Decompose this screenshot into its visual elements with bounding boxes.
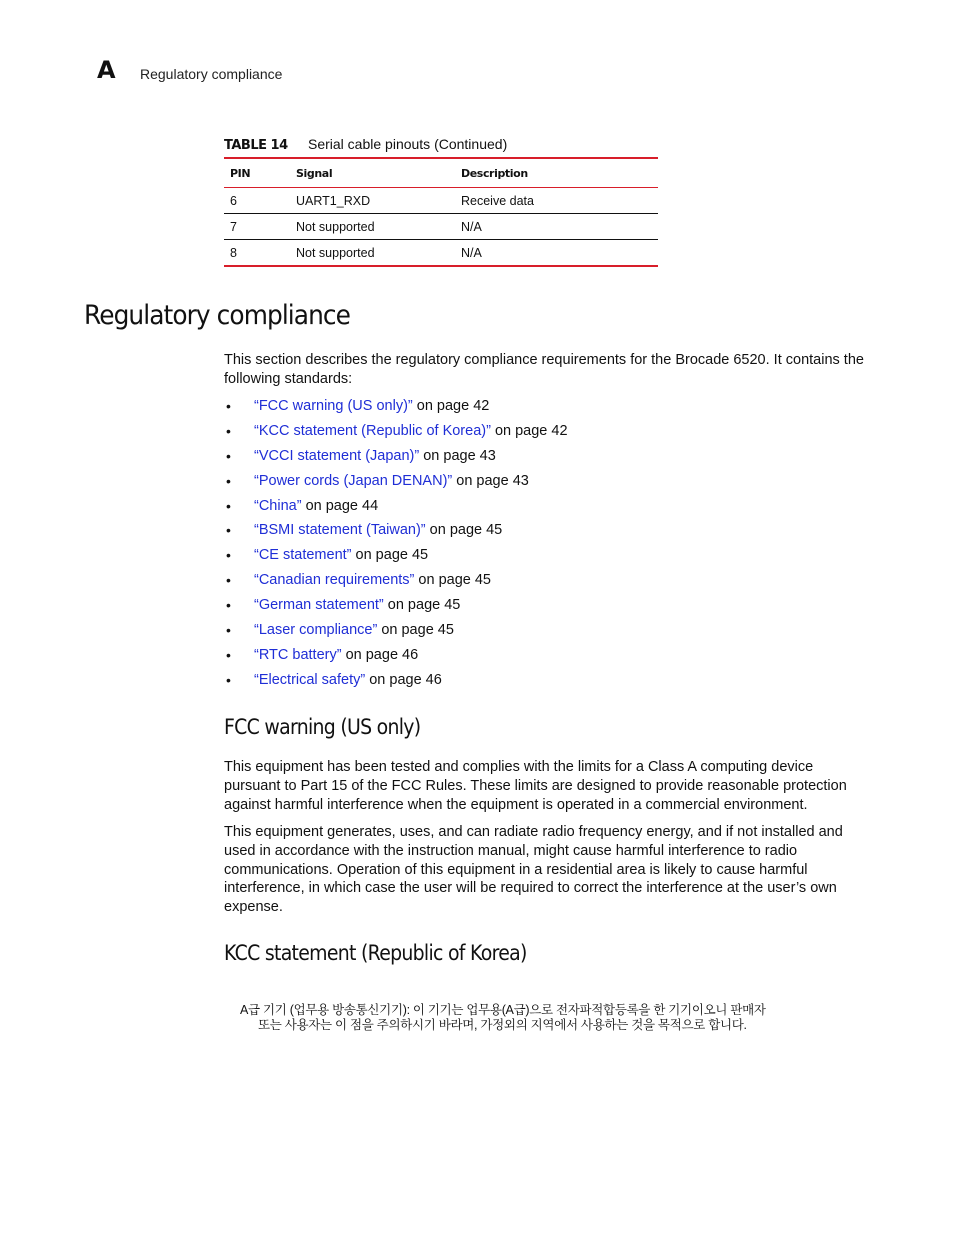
list-item [224, 396, 568, 421]
kcc-heading: KCC statement (Republic of Korea) [224, 941, 527, 965]
table-header-row [224, 158, 658, 188]
list-item [224, 645, 568, 670]
list-item [224, 520, 568, 545]
table-row [224, 214, 658, 240]
list-item [224, 670, 568, 695]
xref-link[interactable]: “FCC warning (US only)” [254, 398, 413, 414]
bullet-icon: • [226, 398, 231, 414]
running-header-title: Regulatory compliance [140, 66, 283, 82]
table-number: TABLE 14 [224, 138, 288, 153]
bullet-icon: • [226, 671, 231, 688]
cell-signal: UART1_RXD [290, 188, 455, 214]
cell-signal: Not supported [296, 245, 375, 260]
page-ref: on page 42 [490, 422, 568, 439]
xref-link[interactable]: “VCCI statement (Japan)” [254, 447, 420, 464]
list-item [224, 471, 568, 496]
page-ref: on page 46 [365, 671, 442, 688]
column-header-signal: Signal [290, 158, 455, 188]
page-ref: on page 45 [351, 547, 429, 564]
xref-link[interactable]: “BSMI statement (Taiwan)” [254, 522, 426, 539]
kcc-line-2: 또는 사용자는 이 점을 주의하시기 바라며, 가정외의 지역에서 사용하는 것을 목적으로 합니다. [258, 1018, 747, 1032]
list-item [224, 421, 568, 446]
list-item [224, 570, 568, 595]
xref-link[interactable]: “China” [254, 497, 302, 514]
bullet-icon: • [226, 447, 231, 464]
section-intro: This section describes the regulatory compliance requirements for the Brocade 6520. It contains the following standards: [224, 352, 864, 387]
kcc-statement-text [240, 1003, 840, 1033]
standards-list [224, 396, 568, 695]
xref-link[interactable]: “German statement” [254, 597, 384, 614]
xref-link[interactable]: “Electrical safety” [254, 671, 366, 688]
xref-link[interactable]: “Laser compliance” [254, 622, 378, 639]
column-header-description: Description [455, 158, 658, 188]
appendix-letter: A [97, 56, 116, 84]
bullet-icon: • [226, 622, 231, 639]
cell-description: N/A [461, 245, 482, 260]
cell-description: Receive data [455, 188, 658, 214]
fcc-paragraph-1: This equipment has been tested and complies with the limits for a Class A computing device pursuant to Part 15 of the FCC Rules. These limits are designed to provide reasonable protection against harmful interference when the equipment is operated in a commercial environment. [224, 759, 847, 813]
page-ref: on page 45 [425, 522, 503, 539]
cell-pin: 8 [230, 245, 237, 260]
cell-signal: Not supported [290, 214, 455, 240]
table-caption [224, 136, 507, 153]
list-item [224, 446, 568, 471]
list-item [224, 496, 568, 521]
fcc-paragraph-2: This equipment generates, uses, and can radiate radio frequency energy, and if not installed and used in accordance with the instruction manual, might cause harmful interference to radio communications. Operation of this equipment in a residential area is likely to cause harmful interference, in which case the user will be required to correct the interference at the user’s own expense. [224, 824, 843, 916]
kcc-line-1: A급 기기 (업무용 방송통신기기): 이 기기는 업무용(A급)으로 전자파적합등록을 한 기기이오니 판매자 [240, 1003, 766, 1017]
xref-link[interactable]: “KCC statement (Republic of Korea)” [254, 422, 491, 439]
section-title: Regulatory compliance [84, 300, 351, 331]
bullet-icon: • [226, 597, 231, 614]
bullet-icon: • [226, 472, 231, 489]
cell-description: N/A [455, 214, 658, 240]
xref-link[interactable]: “RTC battery” [254, 646, 342, 663]
page-ref: on page 45 [377, 622, 454, 639]
bullet-icon: • [226, 547, 231, 564]
serial-cable-pinouts-table [224, 157, 658, 267]
page-ref: on page 45 [414, 572, 491, 589]
xref-link[interactable]: “Canadian requirements” [254, 572, 415, 589]
bullet-icon: • [226, 646, 231, 663]
cell-pin: 7 [224, 214, 290, 240]
xref-link[interactable]: “Power cords (Japan DENAN)” [254, 472, 453, 489]
bullet-icon: • [226, 572, 231, 589]
bullet-icon: • [226, 497, 231, 514]
table-row [224, 188, 658, 214]
table-row [224, 240, 658, 267]
bullet-icon: • [226, 422, 231, 439]
page-ref: on page 42 [412, 398, 490, 414]
cell-pin: 6 [224, 188, 290, 214]
table-caption-text: Serial cable pinouts (Continued) [308, 136, 508, 152]
fcc-heading: FCC warning (US only) [224, 715, 421, 739]
page-ref: on page 45 [383, 597, 461, 614]
list-item [224, 595, 568, 620]
list-item [224, 620, 568, 645]
page-ref: on page 43 [419, 447, 496, 464]
page-ref: on page 43 [452, 472, 529, 489]
bullet-icon: • [226, 522, 231, 539]
list-item [224, 545, 568, 570]
page-ref: on page 44 [301, 497, 379, 514]
page-ref: on page 46 [341, 646, 419, 663]
xref-link[interactable]: “CE statement” [254, 547, 352, 564]
column-header-pin: PIN [224, 158, 290, 188]
